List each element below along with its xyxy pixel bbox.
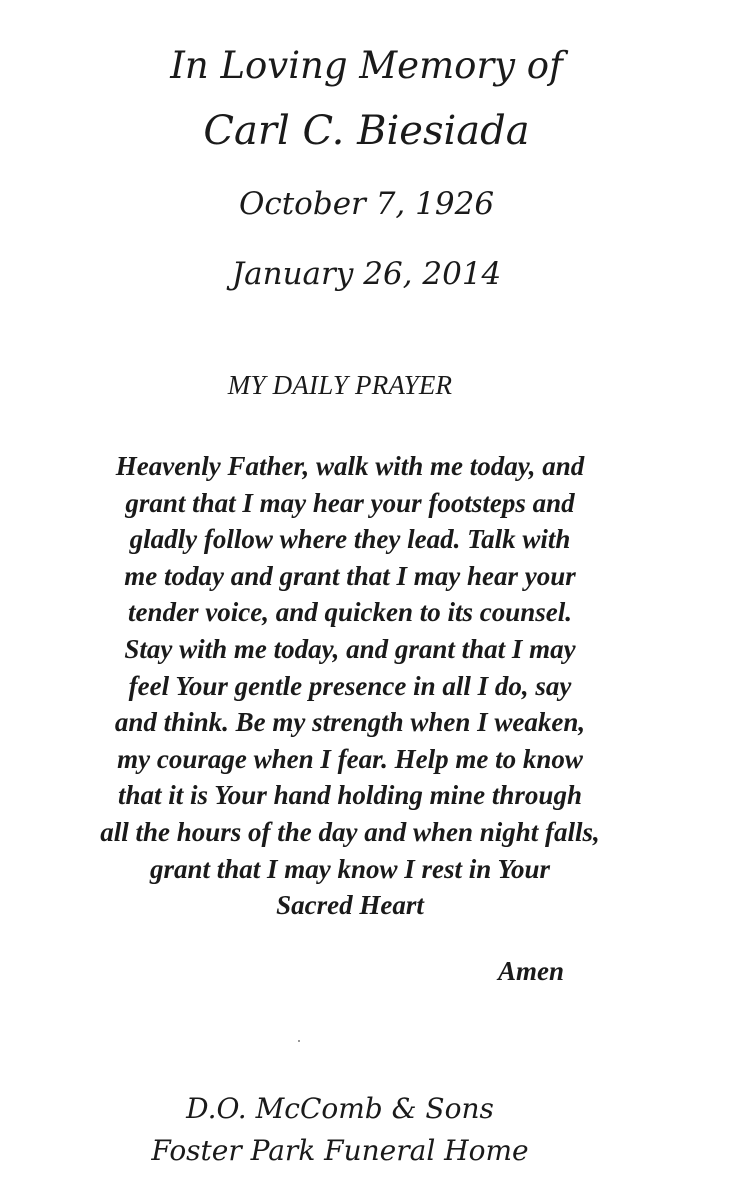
prayer-line: Stay with me today, and grant that I may [124,633,576,664]
prayer-closing: Amen [498,956,565,986]
prayer-line: gladly follow where they lead. Talk with [129,524,571,555]
prayer-text [20,448,680,924]
funeral-home-name: Foster Park Funeral Home [151,1134,529,1167]
prayer-line: all the hours of the day and when night falls, [100,816,600,847]
deceased-name: Carl C. Biesiada [203,108,530,154]
prayer-line: Heavenly Father, walk with me today, and [115,451,585,481]
prayer-line: feel Your gentle presence in all I do, say [128,670,572,701]
prayer-line: that it is Your hand holding mine through [118,780,582,811]
prayer-title: MY DAILY PRAYER [227,370,453,400]
prayer-line: Sacred Heart [276,890,424,921]
prayer-line: tender voice, and quicken to its counsel. [128,597,572,628]
print-speck [298,1040,300,1042]
prayer-line: grant that I may hear your footsteps and [125,487,575,518]
birth-date: October 7, 1926 [238,186,495,222]
prayer-line: and think. Be my strength when I weaken, [114,707,586,738]
death-date: January 26, 2014 [231,256,502,292]
prayer-line: grant that I may know I rest in Your [149,853,551,884]
prayer-line: me today and grant that I may hear your [124,560,576,591]
memory-heading: In Loving Memory of [170,44,563,87]
prayer-line: my courage when I fear. Help me to know [117,743,583,774]
funeral-home-owner: D.O. McComb & Sons [186,1092,494,1125]
